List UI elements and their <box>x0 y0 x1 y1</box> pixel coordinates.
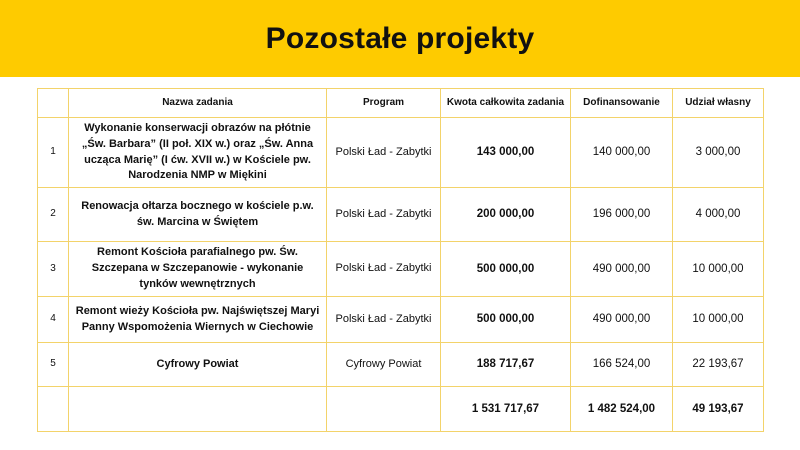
task-name: Wykonanie konserwacji obrazów na płótnie „Św. Barbara” (II poł. XIX w.) oraz „Św. Anna ucząca Marię” (I ćw. XVII w.) w Kościele pw. Narodzenia NMP w Miękini <box>69 118 327 188</box>
total-amount: 500 000,00 <box>441 242 571 297</box>
row-number: 2 <box>38 188 69 242</box>
totals-empty-task <box>69 387 327 432</box>
program: Polski Ład - Zabytki <box>327 118 441 188</box>
header-own-contribution: Udział własny <box>673 89 764 118</box>
page-title: Pozostałe projekty <box>265 21 535 55</box>
totals-row <box>38 387 764 432</box>
own-contribution: 10 000,00 <box>673 242 764 297</box>
table-row <box>38 343 764 387</box>
table-row <box>38 118 764 188</box>
table-row <box>38 242 764 297</box>
total-amount: 200 000,00 <box>441 188 571 242</box>
funding-amount: 196 000,00 <box>571 188 673 242</box>
program: Polski Ład - Zabytki <box>327 188 441 242</box>
funding-amount: 490 000,00 <box>571 297 673 343</box>
task-name: Remont Kościoła parafialnego pw. Św. Szczepana w Szczepanowie - wykonanie tynków wewnętrznych <box>69 242 327 297</box>
total-amount: 143 000,00 <box>441 118 571 188</box>
program: Cyfrowy Powiat <box>327 343 441 387</box>
table-row <box>38 188 764 242</box>
funding-amount: 140 000,00 <box>571 118 673 188</box>
grand-total-funding: 1 482 524,00 <box>571 387 673 432</box>
total-amount: 188 717,67 <box>441 343 571 387</box>
total-amount: 500 000,00 <box>441 297 571 343</box>
own-contribution: 3 000,00 <box>673 118 764 188</box>
row-number: 1 <box>38 118 69 188</box>
own-contribution: 10 000,00 <box>673 297 764 343</box>
header-funding: Dofinansowanie <box>571 89 673 118</box>
own-contribution: 22 193,67 <box>673 343 764 387</box>
row-number: 5 <box>38 343 69 387</box>
title-banner <box>0 0 800 77</box>
header-program: Program <box>327 89 441 118</box>
header-total-amount: Kwota całkowita zadania <box>441 89 571 118</box>
row-number: 4 <box>38 297 69 343</box>
table-header-row <box>38 89 764 118</box>
own-contribution: 4 000,00 <box>673 188 764 242</box>
row-number: 3 <box>38 242 69 297</box>
grand-total-amount: 1 531 717,67 <box>441 387 571 432</box>
projects-table <box>37 88 764 432</box>
table-row <box>38 297 764 343</box>
grand-total-own: 49 193,67 <box>673 387 764 432</box>
totals-empty-program <box>327 387 441 432</box>
header-task-name: Nazwa zadania <box>69 89 327 118</box>
program: Polski Ład - Zabytki <box>327 242 441 297</box>
task-name: Renowacja ołtarza bocznego w kościele p.w. św. Marcina w Świętem <box>69 188 327 242</box>
task-name: Cyfrowy Powiat <box>69 343 327 387</box>
totals-empty-no <box>38 387 69 432</box>
header-no <box>38 89 69 118</box>
task-name: Remont wieży Kościoła pw. Najświętszej Maryi Panny Wspomożenia Wiernych w Ciechowie <box>69 297 327 343</box>
program: Polski Ład - Zabytki <box>327 297 441 343</box>
funding-amount: 166 524,00 <box>571 343 673 387</box>
funding-amount: 490 000,00 <box>571 242 673 297</box>
